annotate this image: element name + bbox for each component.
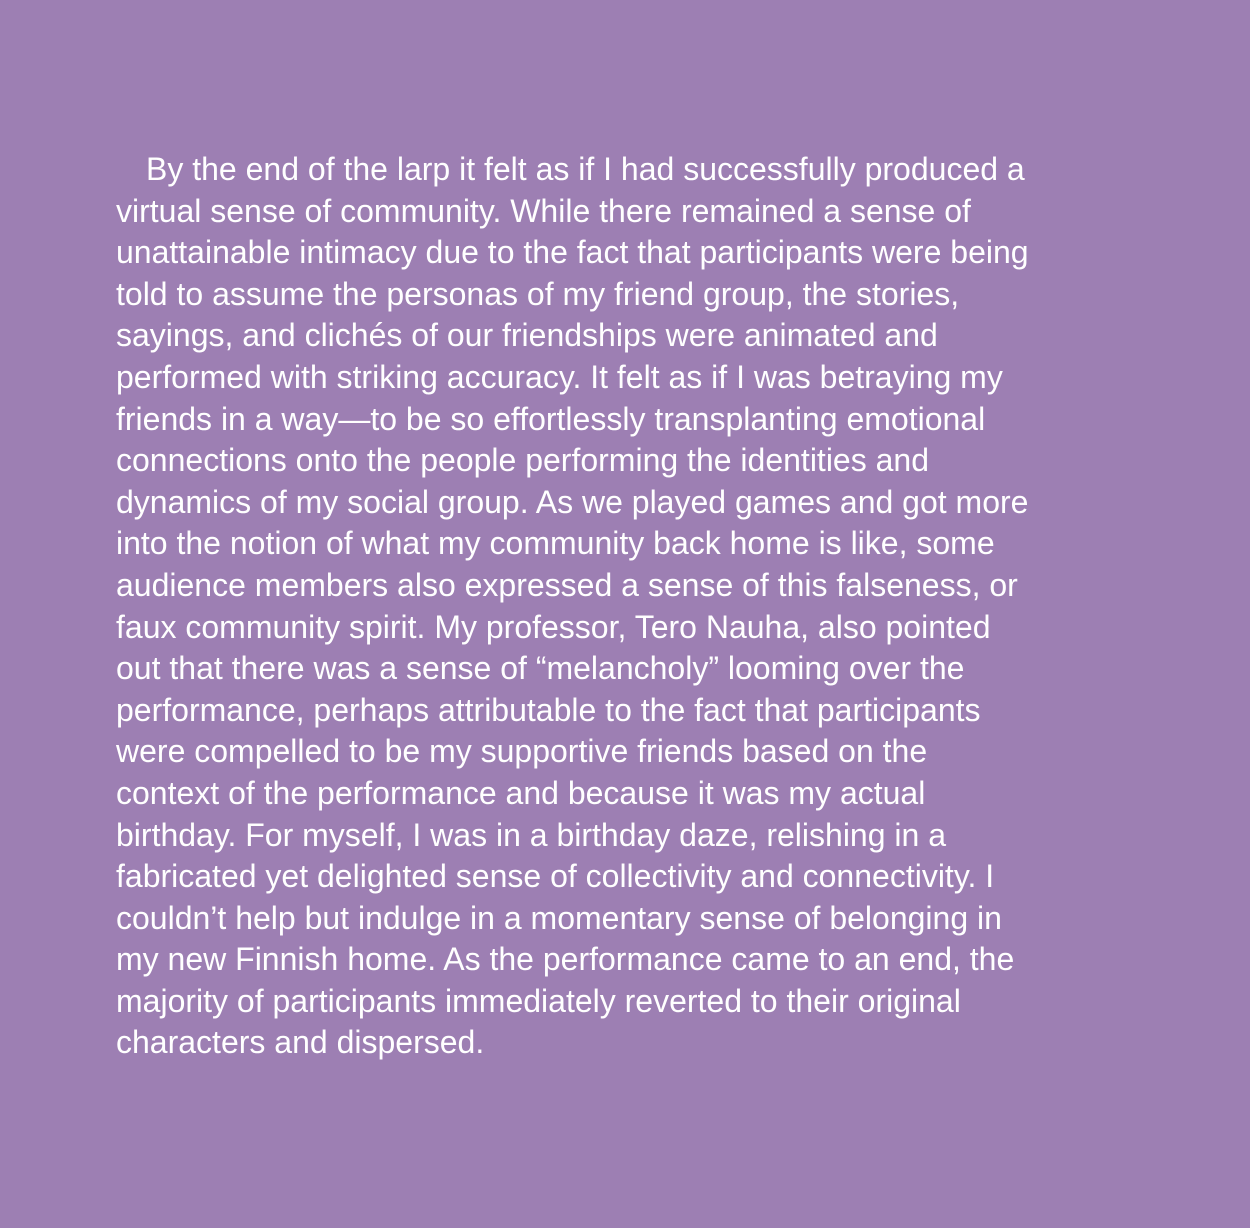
paragraph-line: friends in a way—to be so effortlessly transplanting emotional <box>116 400 986 437</box>
paragraph-line: performed with striking accuracy. It felt as if I was betraying my <box>116 358 1003 395</box>
paragraph-line: majority of participants immediately reverted to their original <box>116 982 961 1019</box>
paragraph-line: told to assume the personas of my friend group, the stories, <box>116 275 960 312</box>
paragraph-line: virtual sense of community. While there remained a sense of <box>116 192 971 229</box>
paragraph-line: my new Finnish home. As the performance came to an end, the <box>116 941 1015 978</box>
paragraph-line: fabricated yet delighted sense of collectivity and connectivity. I <box>116 858 995 895</box>
paragraph-line: audience members also expressed a sense of this falseness, or <box>116 566 1018 603</box>
paragraph-line: into the notion of what my community back home is like, some <box>116 525 995 562</box>
paragraph-line: performance, perhaps attributable to the fact that participants <box>116 691 981 728</box>
paragraph-line: birthday. For myself, I was in a birthday daze, relishing in a <box>116 816 946 853</box>
paragraph-line: dynamics of my social group. As we played games and got more <box>116 483 1029 520</box>
paragraph-line: were compelled to be my supportive friends based on the <box>116 733 928 770</box>
paragraph-line: connections onto the people performing the identities and <box>116 442 929 479</box>
paragraph-line: faux community spirit. My professor, Tero Nauha, also pointed <box>116 608 991 645</box>
paragraph-line: couldn’t help but indulge in a momentary sense of belonging in <box>116 899 1002 936</box>
paragraph-line: context of the performance and because it was my actual <box>116 774 926 811</box>
paragraph-line: By the end of the larp it felt as if I had successfully produced a <box>146 151 1025 187</box>
paragraph-line: sayings, and clichés of our friendships were animated and <box>116 317 938 354</box>
paragraph-line: characters and dispersed. <box>116 1024 485 1061</box>
body-paragraph <box>116 149 1136 1064</box>
paragraph-line: unattainable intimacy due to the fact that participants were being <box>116 234 1029 271</box>
paragraph-line: out that there was a sense of “melancholy” looming over the <box>116 650 965 687</box>
